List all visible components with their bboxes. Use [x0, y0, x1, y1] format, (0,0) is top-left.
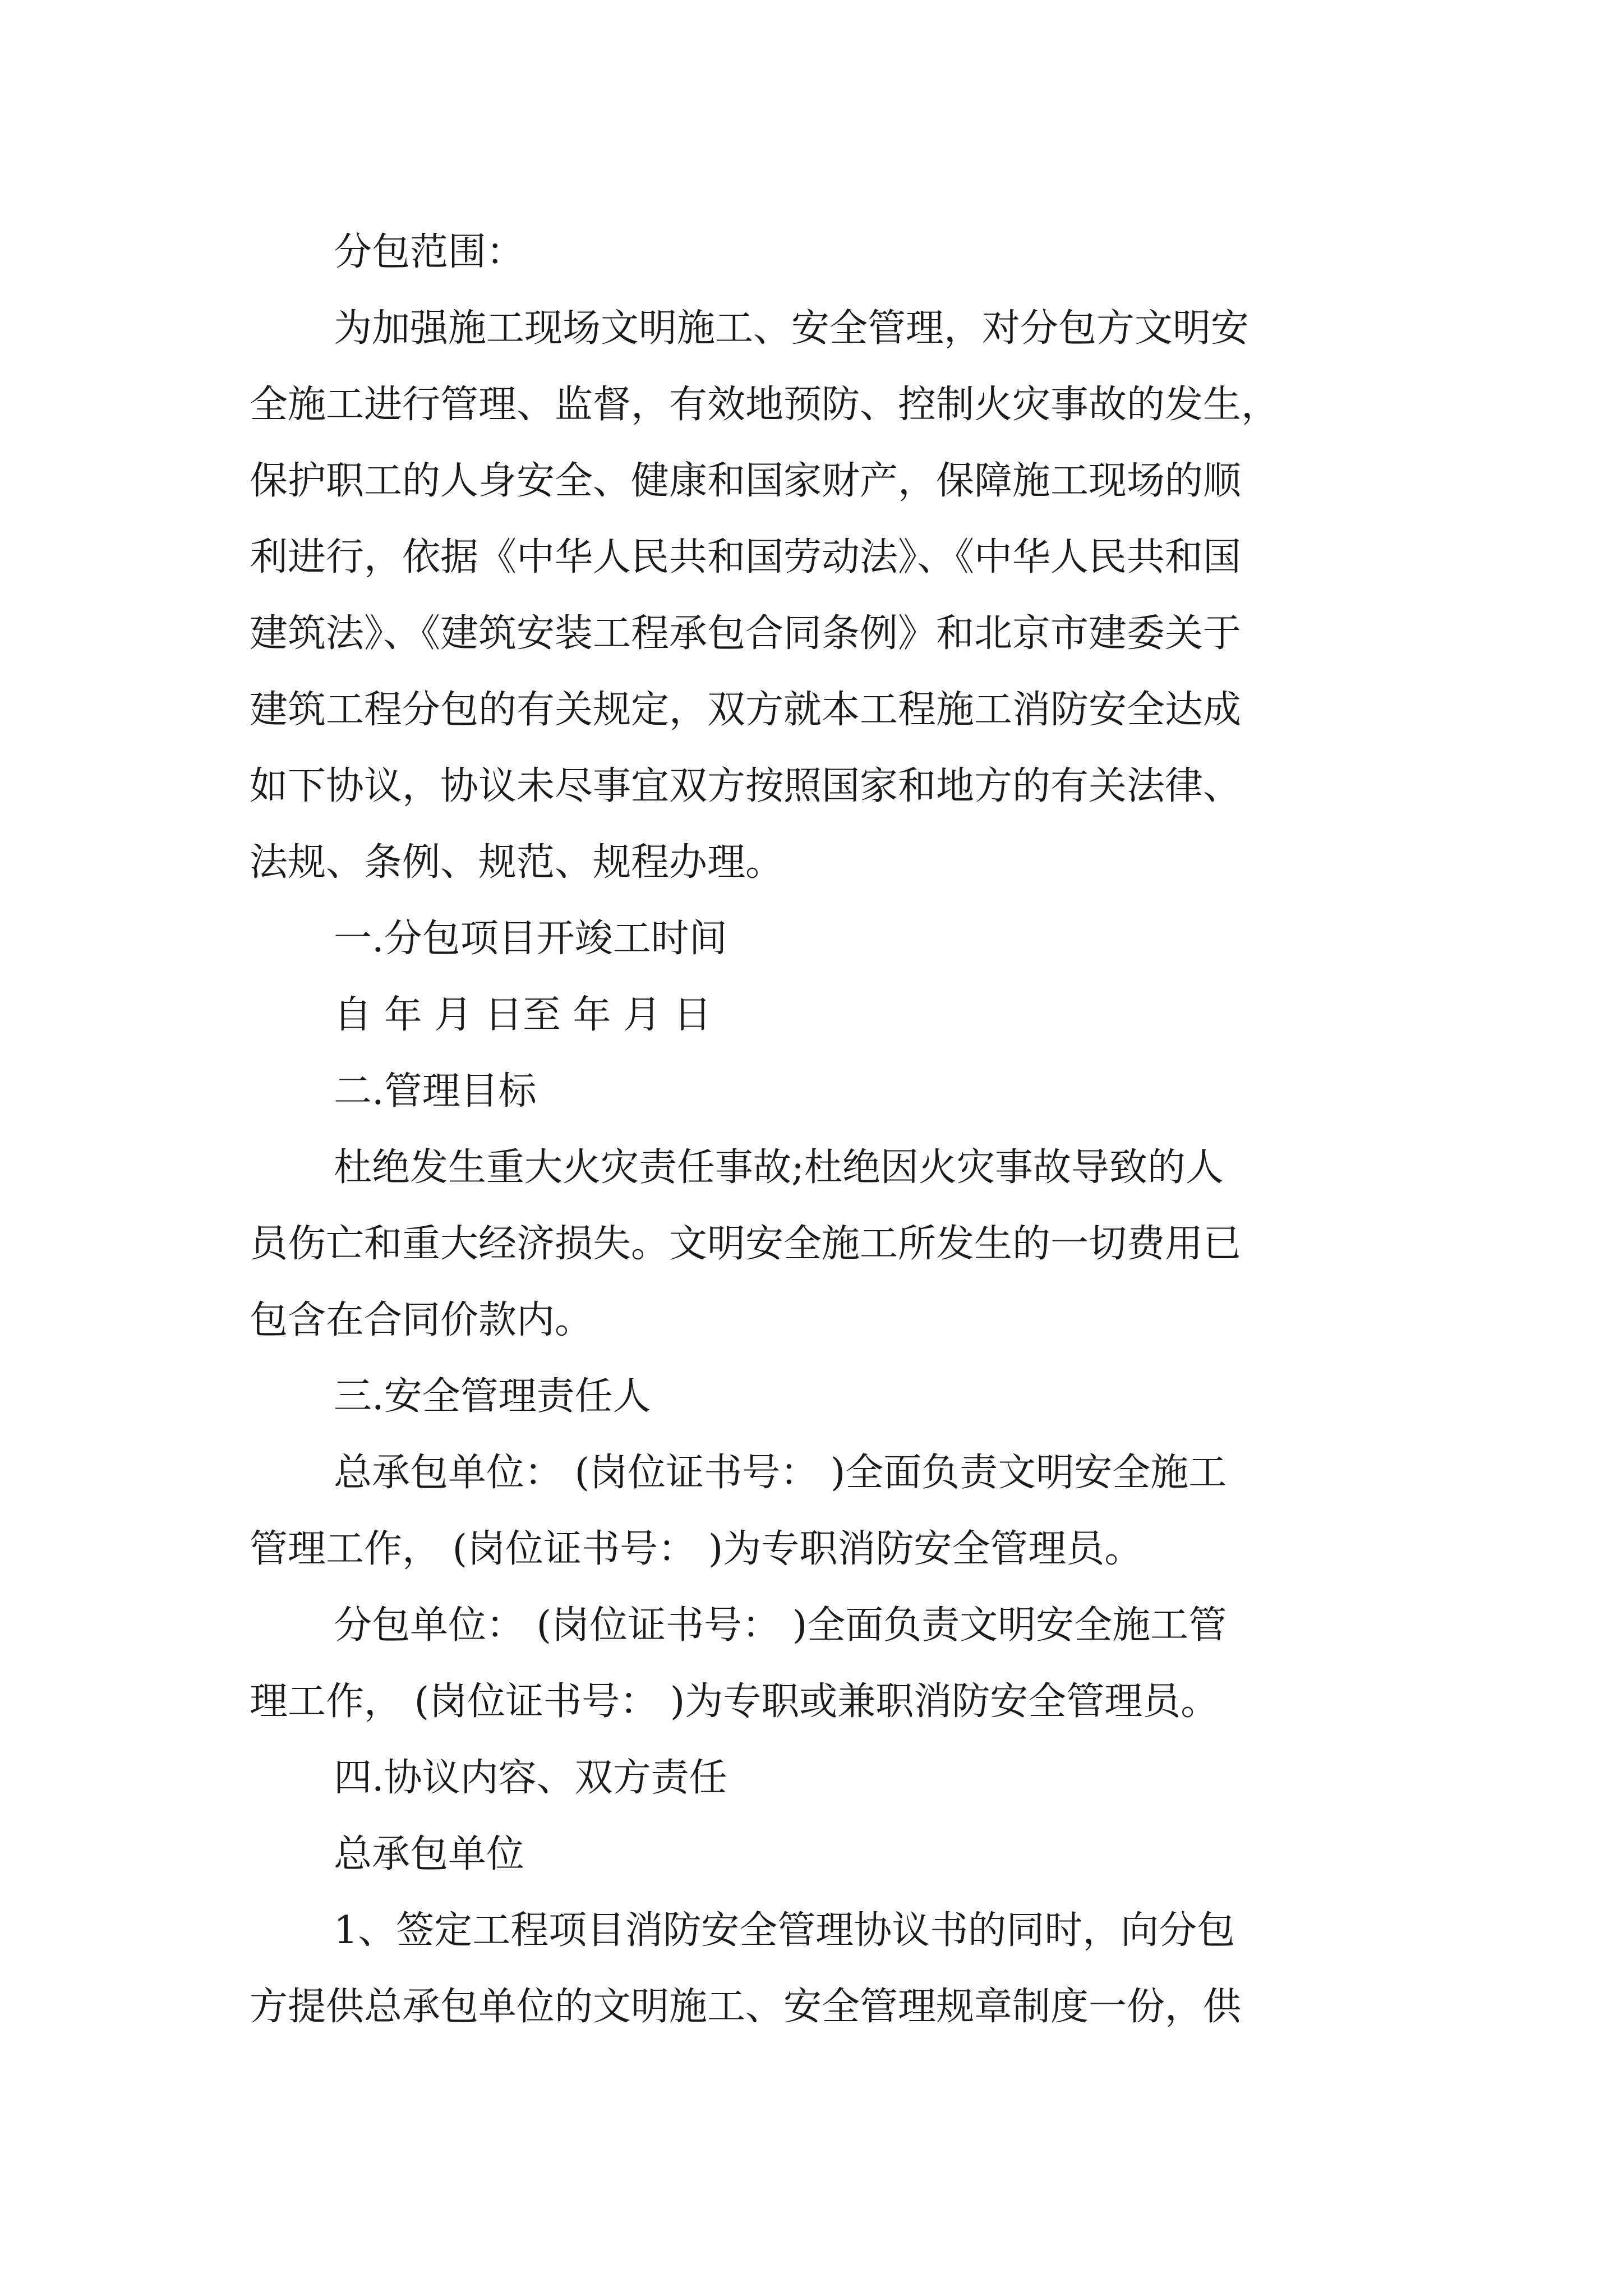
paragraph-line: 分包单位： (岗位证书号： )全面负责文明安全施工管 [334, 1603, 1227, 1648]
paragraph-line: 法规、条例、规范、规程办理。 [250, 840, 784, 885]
paragraph-line: 如下协议，协议未尽事宜双方按照国家和地方的有关法律、 [250, 764, 1242, 808]
section-heading: 二.管理目标 [334, 1069, 537, 1114]
paragraph-line: 保护职工的人身安全、健康和国家财产，保障施工现场的顺 [250, 459, 1242, 503]
paragraph-line: 杜绝发生重大火灾责任事故;杜绝因火灾事故导致的人 [334, 1145, 1224, 1190]
paragraph-line: 利进行，依据《中华人民共和国劳动法》、《中华人民共和国 [250, 535, 1242, 579]
paragraph-line: 建筑工程分包的有关规定，双方就本工程施工消防安全达成 [250, 688, 1242, 732]
section-heading: 四.协议内容、双方责任 [334, 1756, 727, 1800]
paragraph-line: 分包范围： [334, 230, 525, 274]
section-heading: 一.分包项目开竣工时间 [334, 917, 727, 961]
paragraph-line: 员伤亡和重大经济损失。文明安全施工所发生的一切费用已 [250, 1222, 1242, 1266]
paragraph-line: 包含在合同价款内。 [250, 1298, 593, 1342]
subsection-heading: 总承包单位 [334, 1832, 525, 1876]
paragraph-line: 总承包单位： (岗位证书号： )全面负责文明安全施工 [334, 1451, 1227, 1495]
paragraph-line: 1、签定工程项目消防安全管理协议书的同时，向分包 [334, 1908, 1235, 1953]
document-body [250, 214, 1394, 2045]
section-heading: 三.安全管理责任人 [334, 1374, 651, 1419]
date-range-line: 自 年 月 日至 年 月 日 [334, 993, 712, 1037]
paragraph-line: 理工作， (岗位证书号： )为专职或兼职消防安全管理员。 [250, 1680, 1219, 1724]
paragraph-line: 方提供总承包单位的文明施工、安全管理规章制度一份，供 [250, 1985, 1242, 2029]
paragraph-line: 管理工作， (岗位证书号： )为专职消防安全管理员。 [250, 1527, 1143, 1571]
paragraph-line: 建筑法》、《建筑安装工程承包合同条例》和北京市建委关于 [250, 611, 1242, 656]
paragraph-line: 为加强施工现场文明施工、安全管理，对分包方文明安 [334, 306, 1249, 351]
paragraph-line: 全施工进行管理、监督，有效地预防、控制火灾事故的发生， [250, 383, 1280, 427]
